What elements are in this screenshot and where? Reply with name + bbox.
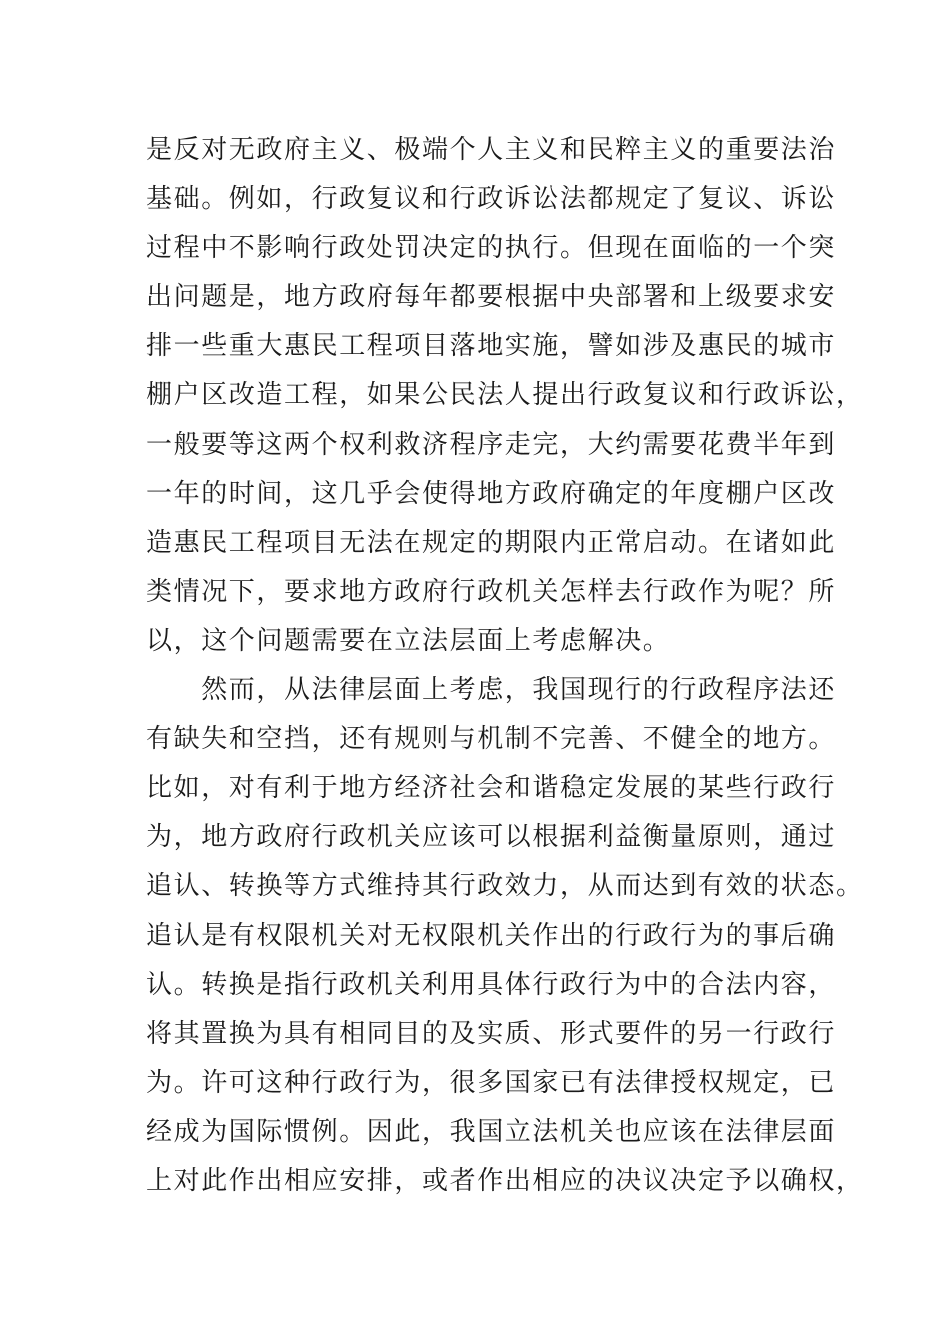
text-line: 为。许可这种行政行为，很多国家已有法律授权规定，已	[146, 1067, 837, 1098]
text-line: 比如，对有利于地方经济社会和谐稳定发展的某些行政行	[146, 773, 837, 804]
text-line: 造惠民工程项目无法在规定的期限内正常启动。在诸如此	[146, 527, 837, 558]
text-line: 是反对无政府主义、极端个人主义和民粹主义的重要法治	[146, 135, 837, 165]
text-line: 一般要等这两个权利救济程序走完，大约需要花费半年到	[146, 429, 837, 460]
text-line: 将其置换为具有相同目的及实质、形式要件的另一行政行	[146, 1018, 837, 1049]
text-line: 过程中不影响行政处罚决定的执行。但现在面临的一个突	[146, 233, 837, 264]
text-line: 排一些重大惠民工程项目落地实施，譬如涉及惠民的城市	[146, 331, 837, 362]
text-line: 追认、转换等方式维持其行政效力，从而达到有效的状态。	[146, 871, 864, 902]
text-line: 一年的时间，这几乎会使得地方政府确定的年度棚户区改	[146, 478, 837, 509]
text-line: 上对此作出相应安排，或者作出相应的决议决定予以确权，	[146, 1165, 864, 1196]
body-text	[146, 126, 864, 1206]
text-line: 然而，从法律层面上考虑，我国现行的行政程序法还	[146, 675, 837, 706]
text-line: 出问题是，地方政府每年都要根据中央部署和上级要求安	[146, 282, 837, 313]
text-line: 认。转换是指行政机关利用具体行政行为中的合法内容，	[146, 969, 837, 1000]
text-line: 基础。例如，行政复议和行政诉讼法都规定了复议、诉讼	[146, 184, 837, 215]
text-line: 为，地方政府行政机关应该可以根据利益衡量原则，通过	[146, 822, 837, 853]
text-line: 经成为国际惯例。因此，我国立法机关也应该在法律层面	[146, 1116, 837, 1147]
text-line: 追认是有权限机关对无权限机关作出的行政行为的事后确	[146, 920, 837, 951]
text-line: 类情况下，要求地方政府行政机关怎样去行政作为呢？所	[146, 576, 837, 607]
text-line: 有缺失和空挡，还有规则与机制不完善、不健全的地方。	[146, 724, 837, 755]
text-line: 棚户区改造工程，如果公民法人提出行政复议和行政诉讼，	[146, 380, 864, 411]
text-line: 以，这个问题需要在立法层面上考虑解决。	[146, 625, 671, 656]
